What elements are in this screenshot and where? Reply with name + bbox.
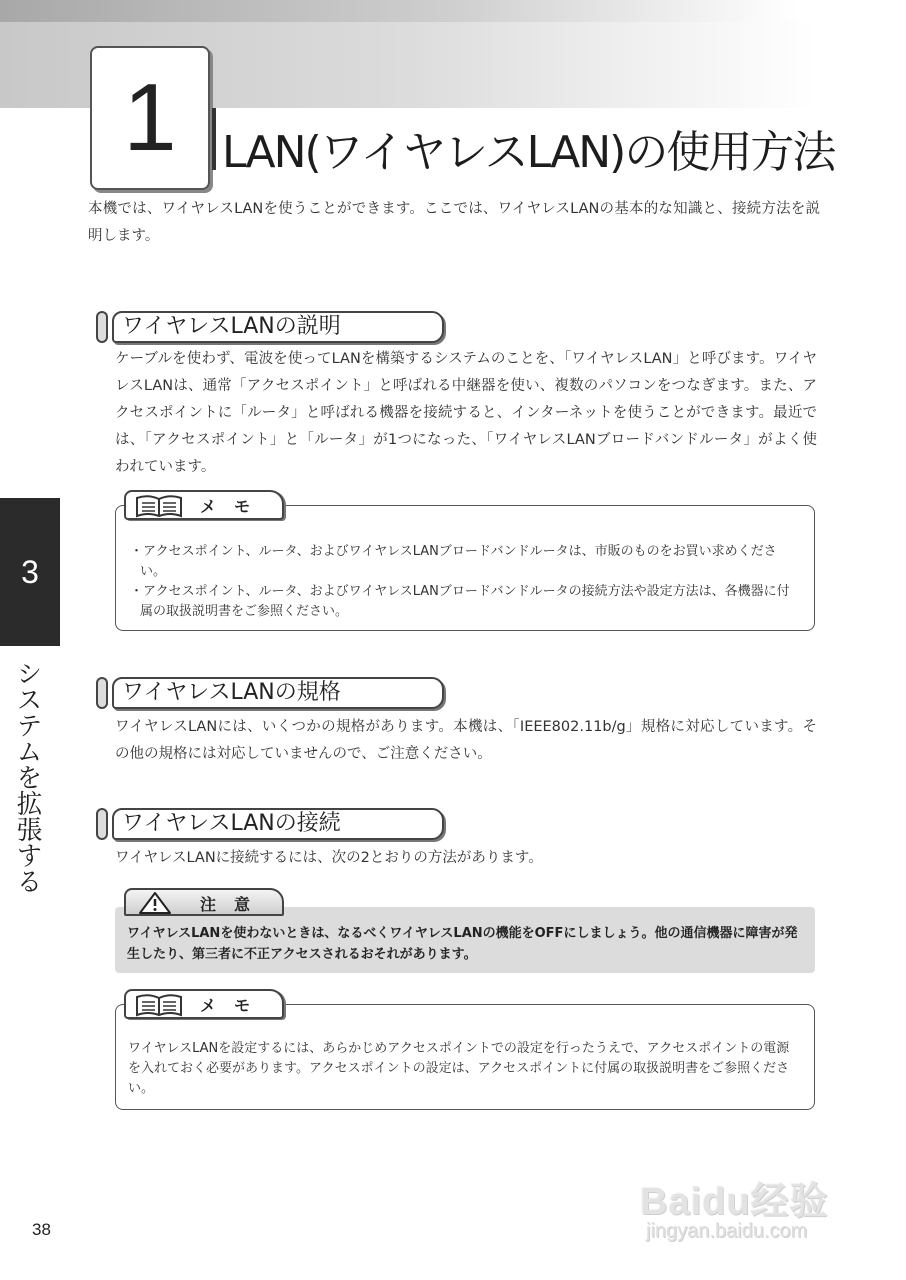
section-heading-standards — [96, 677, 448, 709]
memo-item: ・アクセスポイント、ルータ、およびワイヤレスLANブロードバンドルータは、市販のものをお買い求めください。 — [130, 544, 777, 579]
intro-paragraph: 本機では、ワイヤレスLANを使うことができます。ここでは、ワイヤレスLANの基本的な知識と、接続方法を説明します。 — [88, 201, 820, 244]
memo-box-2 — [115, 1004, 815, 1110]
page-title: LAN(ワイヤレスLAN)の使用方法 — [222, 127, 835, 178]
memo-tab — [124, 490, 284, 520]
title-rule — [212, 108, 216, 170]
watermark-brand: Baidu经验 — [640, 1181, 829, 1223]
section-heading-label: ワイヤレスLANの規格 — [112, 677, 444, 709]
section-heading-label: ワイヤレスLANの説明 — [112, 311, 444, 343]
memo-list — [128, 542, 802, 622]
book-icon — [134, 494, 184, 518]
watermark — [640, 1150, 860, 1250]
section-body-standards: ワイヤレスLANには、いくつかの規格があります。本機は、「IEEE802.11b/g」規格に対応しています。その他の規格には対応していませんので、ご注意ください。 — [115, 719, 817, 762]
caution-box — [115, 907, 815, 973]
memo-label: メモ — [200, 497, 269, 516]
side-chapter-number: 3 — [21, 553, 39, 590]
memo-item: ・アクセスポイント、ルータ、およびワイヤレスLANブロードバンドルータの接続方法や設定方法は、各機器に付属の取扱説明書をご参照ください。 — [130, 584, 790, 619]
side-chapter-label: システムを拡張する — [12, 660, 42, 894]
memo-label: メモ — [200, 996, 269, 1015]
section-tab — [96, 311, 108, 343]
memo-box — [115, 505, 815, 631]
warning-icon — [138, 891, 172, 915]
section-heading-connection — [96, 808, 448, 840]
chapter-number-box — [90, 46, 210, 190]
section-tab — [96, 808, 108, 840]
section-tab — [96, 677, 108, 709]
header-strip — [0, 0, 906, 22]
chapter-number: 1 — [123, 64, 177, 171]
caution-tab — [124, 888, 284, 916]
memo-text: ワイヤレスLANを設定するには、あらかじめアクセスポイントでの設定を行ったうえで、アクセスポイントの電源を入れておく必要があります。アクセスポイントの設定は、アクセスポイントに付属の取扱説明書をご参照ください。 — [128, 1041, 790, 1096]
side-chapter-tab — [0, 498, 60, 646]
book-icon — [134, 993, 184, 1017]
page-number: 38 — [32, 1220, 51, 1239]
section-heading-explanation — [96, 311, 448, 343]
caution-text: ワイヤレスLANを使わないときは、なるべくワイヤレスLANの機能をOFFにしましょう。他の通信機器に障害が発生したり、第三者に不正アクセスされるおそれがあります。 — [127, 926, 798, 962]
caution-label: 注意 — [200, 895, 269, 914]
section-body-explanation: ケーブルを使わず、電波を使ってLANを構築するシステムのことを、「ワイヤレスLAN」と呼びます。ワイヤレスLANは、通常「アクセスポイント」と呼ばれる中継器を使い、複数のパソコンをつなぎます。また、アクセスポイントに「ルータ」と呼ばれる機器を接続すると、インターネットを使うことができます。最近では、「アクセスポイント」と「ルータ」が1つになった、「ワイヤレスLANブロードバンドルータ」がよく使われています。 — [115, 351, 817, 475]
section-heading-label: ワイヤレスLANの接続 — [112, 808, 444, 840]
section-body-connection: ワイヤレスLANに接続するには、次の2とおりの方法があります。 — [115, 850, 543, 866]
memo-tab-2 — [124, 989, 284, 1019]
watermark-url: jingyan.baidu.com — [646, 1220, 808, 1242]
